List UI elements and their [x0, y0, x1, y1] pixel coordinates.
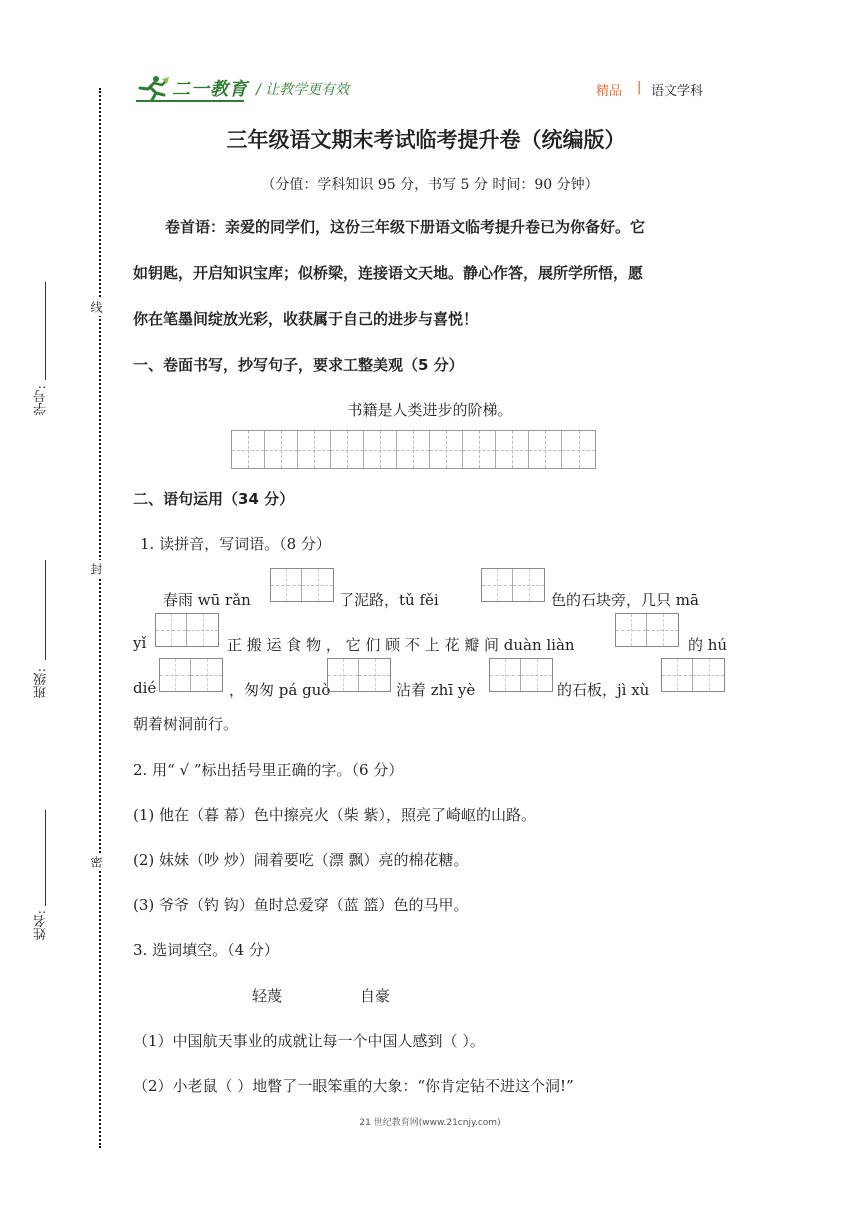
answer-box[interactable] [327, 658, 391, 692]
grid-cell[interactable] [463, 431, 496, 468]
student-no-label: 学号: [34, 385, 49, 416]
q3-item: （1）中国航天事业的成就让每一个中国人感到（ ）。 [133, 1032, 485, 1050]
q1-title: 1. 读拼音，写词语。（8 分） [140, 535, 331, 553]
grid-cell[interactable] [529, 431, 562, 468]
name-label: 姓名: [34, 910, 49, 941]
answer-box[interactable] [661, 658, 725, 692]
quality-badge: 精品 [596, 84, 623, 99]
binding-dotted-line [99, 88, 101, 1148]
grid-cell[interactable] [331, 431, 364, 468]
brand-name: 二一教育 [172, 79, 248, 100]
section2-heading: 二、语句运用（34 分） [133, 490, 295, 508]
logo-underline [136, 100, 244, 102]
grid-cell[interactable] [364, 431, 397, 468]
header-separator: | [637, 80, 642, 95]
q3-item: （2）小老鼠（ ）地瞥了一眼笨重的大象：“你肯定钻不进这个洞!” [133, 1077, 574, 1095]
answer-box[interactable] [489, 658, 553, 692]
section1-heading: 一、卷面书写，抄写句子，要求工整美观（5 分） [133, 356, 464, 374]
q1-text: 的 hú [688, 636, 728, 654]
q2-item: (1) 他在（暮 幕）色中擦亮火（柴 紫），照亮了崎岖的山路。 [133, 806, 537, 824]
q1-text: ，匆匆 pá guò [229, 681, 331, 699]
q2-item: (3) 爷爷（钓 钩）鱼时总爱穿（蓝 篮）色的马甲。 [133, 896, 469, 914]
preface-line: 如钥匙，开启知识宝库；似桥梁，连接语文天地。静心作答，展所学所悟，愿 [133, 264, 644, 282]
preface-line: 你在笔墨间绽放光彩，收获属于自己的进步与喜悦！ [133, 310, 479, 328]
grid-cell[interactable] [265, 431, 298, 468]
answer-box[interactable] [270, 568, 334, 602]
q1-text: 朝着树洞前行。 [133, 715, 239, 733]
student-no-field[interactable] [45, 282, 46, 380]
grid-cell[interactable] [562, 431, 595, 468]
binding-mark-secret: 密 [88, 853, 105, 871]
grid-cell[interactable] [397, 431, 430, 468]
q1-text: 的石板，jì xù [557, 681, 650, 699]
q3-title: 3. 选词填空。（4 分） [133, 941, 279, 959]
subject-label: 语文学科 [651, 84, 704, 99]
q1-text: yǐ [133, 634, 147, 652]
name-field[interactable] [45, 810, 46, 906]
q1-text: 正 搬 运 食 物 ， 它 们 顾 不 上 花 瓣 间 duàn liàn [227, 636, 575, 654]
word-option: 自豪 [360, 987, 391, 1005]
grid-cell[interactable] [430, 431, 463, 468]
binding-mark-line: 线 [88, 298, 105, 316]
q1-text: dié [133, 679, 157, 697]
answer-box[interactable] [481, 568, 545, 602]
answer-box[interactable] [159, 658, 223, 692]
grid-cell[interactable] [496, 431, 529, 468]
class-label: 班级: [34, 668, 49, 699]
word-option: 轻蔑 [252, 987, 283, 1005]
q1-text: 了泥路，tǔ fěi [339, 591, 439, 609]
brand-logo [136, 74, 248, 102]
grid-cell[interactable] [232, 431, 265, 468]
answer-box[interactable] [155, 613, 219, 647]
q1-text: 春雨 wū rǎn [163, 591, 251, 609]
score-info: （分值：学科知识 95 分，书写 5 分 时间：90 分钟） [261, 177, 599, 193]
footer: 21 世纪教育网(www.21cnjy.com) [359, 1118, 501, 1128]
preface [133, 204, 733, 342]
q1-text: 沾着 zhī yè [396, 681, 476, 699]
writing-grid[interactable] [231, 430, 596, 469]
slogan: / 让教学更有效 [256, 82, 350, 98]
q2-item: (2) 妹妹（吵 炒）闹着要吃（漂 飘）亮的棉花糖。 [133, 851, 469, 869]
q2-title: 2. 用“ √ ”标出括号里正确的字。（6 分） [133, 761, 404, 779]
binding-mark-seal: 封 [88, 560, 105, 578]
runner-icon [136, 75, 170, 101]
q1-text: 色的石块旁，几只 mā [551, 591, 699, 609]
copy-sentence: 书籍是人类进步的阶梯。 [347, 401, 513, 419]
page-title: 三年级语文期末考试临考提升卷（统编版） [226, 128, 626, 152]
preface-line: 卷首语：亲爱的同学们，这份三年级下册语文临考提升卷已为你备好。它 [165, 218, 646, 236]
class-field[interactable] [45, 560, 46, 660]
grid-cell[interactable] [298, 431, 331, 468]
answer-box[interactable] [615, 613, 679, 647]
